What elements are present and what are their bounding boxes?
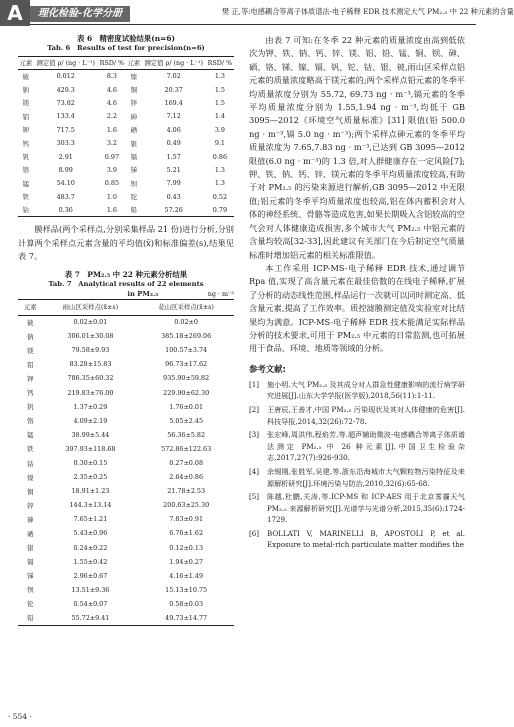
table-cell: 铁 [27, 445, 34, 454]
table-header-cell: 雨山区采样点(x̄±s) [43, 299, 139, 315]
table-cell: 483.7 [56, 192, 75, 201]
table-cell: 0.54±0.07 [73, 599, 108, 608]
table-cell: 38.99±5.44 [71, 430, 110, 439]
references-heading: 参考文献: [249, 363, 286, 374]
table-cell: 2.91 [58, 152, 73, 161]
table-cell: 0.86 [212, 152, 228, 161]
reference-text: 陈越,杜鹏,关涛,等.ICP-MS 和 ICP-AES 用于北京雾霾天气 PM₂.₅ 来源解析研究[J].光谱学与光谱分析,2015,35(6):1724-1729. [267, 492, 465, 525]
table-cell: 100.57±3.74 [165, 346, 208, 355]
table-cell: 钾 [27, 374, 34, 383]
table-cell: 锰 [27, 431, 34, 440]
table-cell: 锰 [22, 179, 30, 188]
table-cell: 0.49 [166, 139, 181, 148]
reference-item [249, 491, 465, 526]
table-cell: 5.21 [166, 165, 181, 174]
table-row [18, 470, 234, 484]
table-cell: 铬 [22, 166, 30, 175]
table-cell: 200.63±25.30 [163, 501, 210, 510]
table-row [18, 371, 234, 385]
journal-logo: A [0, 0, 30, 26]
table-cell: 铝 [27, 360, 34, 369]
table-cell: 钴 [27, 459, 34, 468]
table-cell: 1.5 [214, 85, 225, 94]
table-cell: 2.35±0.25 [73, 473, 108, 482]
table-row [18, 583, 234, 597]
reference-number: [6] [249, 528, 260, 538]
table-cell: 1.4 [214, 112, 225, 121]
table-cell: 7.65±1.21 [73, 515, 108, 524]
reference-item [249, 528, 465, 551]
table-cell: 0.02±0.01 [73, 318, 108, 327]
reference-number: [5] [249, 492, 260, 502]
table-cell: 铝 [22, 112, 30, 121]
table-cell: 0.85 [104, 179, 120, 188]
table7-caption-en-1: Tab. 7 Analytical results of 22 elements [48, 279, 204, 288]
table-cell: 3.9 [106, 165, 117, 174]
table-cell: 57.26 [164, 205, 183, 214]
table-cell: 钒 [22, 153, 30, 162]
table-cell: 169.4 [164, 98, 183, 107]
table-cell: 0.36 [58, 205, 73, 214]
reference-text: 余锡刚,张胜军,吴建,等.浙东沿海城市大气颗粒物污染特征及来源解析研究[J].环境污染与防治,2010,32(6):65-68. [267, 466, 465, 488]
table-cell: 303.3 [56, 139, 75, 148]
table-cell: 56.36±5.82 [167, 430, 206, 439]
reference-item [249, 404, 465, 427]
table7-caption-cn: 表 7 PM₂.₅ 中 22 种元素分析结果 [64, 269, 188, 279]
header-rule [30, 24, 476, 25]
table-row [18, 357, 234, 371]
table-row [18, 526, 234, 540]
table-row [18, 555, 234, 569]
table-cell: 8.99 [58, 165, 73, 174]
reference-number: [4] [249, 466, 260, 476]
table-cell: 2.64±0.86 [169, 473, 204, 482]
table-cell: 铊 [27, 600, 34, 609]
table-cell: 0.12±0.13 [169, 543, 204, 552]
table-cell: 1.3 [214, 179, 225, 188]
table-header-cell: 元素 [18, 299, 43, 315]
table-row [18, 456, 234, 470]
table-cell: 砷 [27, 515, 34, 524]
table-cell: 1.0 [106, 192, 117, 201]
page-number: · 554 · [8, 712, 32, 721]
table-header-cell: 测定值 ρ/ (ng · L⁻¹) [34, 57, 98, 70]
table-cell: 镍 [130, 72, 137, 81]
table6-caption-en: Tab. 6 Results of test for precision(n=6) [47, 44, 205, 52]
table-row [18, 414, 234, 428]
table-cell: 0.52 [212, 192, 228, 201]
table-cell: 硒 [27, 529, 34, 538]
table-cell: 0.43 [166, 192, 181, 201]
table-row [18, 442, 234, 456]
table-cell: 0.02±0 [174, 318, 198, 327]
table-cell: 1.55±0.42 [73, 557, 108, 566]
right-paragraph-1: 由表 7 可知:在冬季 22 种元素的质量浓度由高到低依次为钾、铁、钠、钙、锌、镁、铝、铅、锰、铜、钡、砷、硒、铬、锑、镍、镉、钒、铊、钴、银、铍,雨山区采样点铝元素的质量浓度略高于镁元素的;两个采样点铅元素的冬季平均质量浓度分别为 55.72, 69.73 ng · m⁻³,镉元素的冬季平均质量浓度分别为 1.55,1.94 ng · m⁻³,均低于 GB 3095—2012《环境空气质量标准》[31] 限值(铅 500.0 ng · m⁻³,镉 5.0 ng · m⁻³);两个采样点砷元素的冬季平均质量浓度为 7.65,7.83 ng · m⁻³,已达到 GB 3095—2012 限值(6.0 ng · m⁻³)的 1.3 倍,对人群健康存在一定风险[7];钾、铁、钠、钙、锌、镁元素的冬季平均质量浓度较高,有助于对 PM₂.₅ 的污染来源进行解析,GB 3095—2012 中无限值;铝元素的冬季平均质量浓度也较高,铝在体内蓄积会对人体的神经系统、骨骼等造成危害,如果长期吸入含铝较高的空气会对人体健康造成损害,多个城市大气 PM₂.₅ 中铝元素的含量均较高[32-33],因此建议有关部门在今后制定空气质量标准时增加铝元素的相关标准限值。 [249, 35, 465, 260]
reference-text: BOLLATI V, MARINELLI B, APOSTOLI P, et al. Exposure to metal-rich particulate matter modifies the [267, 528, 465, 550]
table-row [18, 163, 234, 176]
table-cell: 钙 [27, 389, 34, 398]
table-cell: 7.83±0.91 [169, 515, 204, 524]
table-cell: 55.72±9.41 [71, 613, 110, 622]
table-cell: 306.01±30.08 [67, 332, 114, 341]
table-cell: 786.35±60.32 [67, 374, 114, 383]
left-paragraph: 膜样品(两个采样点,分别采集样品 21 份)进行分析,分别计算两个采样点元素含量的平均值(x̄)和标准偏差(s),结果见表 7。 [18, 224, 234, 262]
table-cell: 铊 [130, 193, 137, 202]
table-cell: 5.43±0.96 [73, 529, 108, 538]
right-column [249, 34, 465, 553]
table-row [18, 597, 234, 611]
table-cell: 2.2 [106, 112, 117, 121]
table-header-cell: 花山区采样点(x̄±s) [138, 299, 234, 315]
table-cell: 镉 [27, 558, 34, 567]
table-cell: 4.6 [106, 85, 117, 94]
table-cell: 0.27±0.08 [169, 459, 204, 467]
table-cell: 144.3±13.14 [69, 501, 112, 510]
table-cell: 6.76±1.62 [169, 529, 204, 538]
table-cell: 0.58±0.03 [169, 599, 204, 608]
table-cell: 49.73±14.77 [165, 613, 208, 622]
table-cell: 镍 [27, 473, 34, 482]
table-cell: 229.90±62.30 [163, 388, 210, 397]
table-row [18, 110, 234, 123]
table-cell: 1.6 [106, 205, 117, 214]
table-row [18, 611, 234, 625]
table-cell: 钙 [22, 139, 30, 148]
table-row [18, 498, 234, 512]
table-cell: 2.96±0.67 [73, 571, 108, 580]
table-cell: 砷 [130, 112, 137, 121]
table-cell: 镁 [27, 346, 34, 355]
table-cell: 219.83±76.00 [67, 388, 114, 397]
table-row [18, 70, 234, 83]
table-cell: 572.86±122.63 [161, 444, 212, 453]
reference-item [249, 466, 465, 489]
table-row [18, 96, 234, 109]
table-cell: 79.58±9.93 [71, 346, 110, 355]
table-row [18, 400, 234, 414]
table-cell: 铜 [27, 487, 34, 496]
table-cell: 83.28±15.83 [69, 360, 112, 369]
table-cell: 钾 [22, 126, 30, 135]
right-paragraph-2: 本工作采用 ICP-MS-电子稀释 EDR 技术,通过调节 Rpa 值,实现了高含量元素在最佳倍数的在线电子稀释,扩展了分析的动态线性范围,样品运行一次就可以同时测定高、低含量元素,提高了工作效率。质控滤膜测定值及实验室对比结果均为满意。ICP-MS-电子稀释 EDR 技术能满足实际样品分析的技术要求,可用于 PM₂.₅ 中元素的日常监测,也可拓展用于食品、环境、地质等领域的分析。 [249, 262, 465, 354]
table-cell: 0.97 [104, 152, 120, 161]
table-cell: 96.73±17.62 [165, 360, 208, 369]
table-cell: 54.10 [56, 179, 75, 188]
table-header-cell: RSD/ % [98, 57, 126, 70]
table-cell: 15.13±10.75 [165, 585, 208, 594]
table-cell: 4.06 [166, 125, 181, 134]
table-cell: 5.05±2.45 [169, 416, 204, 425]
table-row [18, 136, 234, 149]
table-cell: 7.12 [166, 112, 181, 121]
table-cell: 锌 [130, 99, 137, 108]
table-cell: 钠 [22, 86, 30, 95]
table-cell: 铍 [22, 72, 30, 81]
table7-caption-en-2: in PM₂.₅ [127, 289, 159, 298]
reference-number: [1] [249, 379, 260, 389]
table-row [18, 123, 234, 136]
left-column [18, 34, 234, 626]
table-row [18, 190, 234, 203]
table-cell: 镉 [130, 153, 137, 162]
table-row [18, 512, 234, 526]
table-cell: 银 [27, 544, 34, 553]
table-cell: 1.3 [214, 165, 225, 174]
table-cell: 0.012 [56, 72, 75, 81]
table-cell: 0.24±0.22 [73, 543, 108, 552]
table-cell: 1.3 [214, 72, 225, 81]
table7-unit: ng · m⁻³ [207, 289, 234, 298]
table-cell: 铍 [27, 318, 34, 327]
table-cell: 锌 [27, 501, 34, 510]
table-cell: 21.78±2.53 [167, 487, 206, 496]
table-cell: 0.30±0.15 [73, 459, 108, 467]
table-cell: 3.2 [106, 139, 117, 148]
table-cell: 1.76±0.01 [169, 402, 204, 411]
table-cell: 镁 [22, 99, 30, 108]
table-cell: 7.99 [166, 179, 181, 188]
table-cell: 9.1 [214, 139, 225, 148]
table-cell: 钠 [27, 332, 34, 341]
reference-item [249, 379, 465, 402]
table-cell: 397.93±118.68 [65, 444, 116, 453]
table-row [18, 428, 234, 442]
table-cell: 18.91±1.23 [71, 487, 110, 496]
table-header-cell: 元素 [126, 57, 142, 70]
table-cell: 1.57 [166, 152, 181, 161]
table-row [18, 569, 234, 583]
table-cell: 0.79 [212, 205, 228, 214]
table-cell: 20.37 [164, 85, 183, 94]
table-cell: 8.3 [106, 72, 117, 81]
table-cell: 133.4 [56, 112, 75, 121]
reference-list [249, 379, 465, 551]
table-header-cell: RSD/ % [206, 57, 234, 70]
table-cell: 1.6 [106, 125, 117, 134]
table-row [18, 329, 234, 343]
reference-number: [3] [249, 430, 260, 440]
table-cell: 385.18±269.06 [161, 332, 212, 341]
reference-text: 张宏峰,周洪伟,程焰芳,等.超声辅助微波-电感耦合等离子体质谱法测定 PM₂.₅ 中 26 种元素[J].中国卫生检验杂志,2017,27(7):926-930. [267, 430, 465, 463]
table-row [18, 385, 234, 399]
precision-table [18, 56, 234, 217]
table-cell: 钡 [130, 179, 137, 188]
table-cell: 717.5 [56, 125, 75, 134]
table6-caption-cn: 表 6 精密度试验结果(n=6) [77, 34, 175, 43]
table-cell: 铁 [22, 193, 30, 202]
journal-name: 理化检验-化学分册 [30, 6, 130, 22]
table-cell: 钡 [27, 586, 34, 595]
table-cell: 钒 [27, 403, 34, 412]
table-cell: 73.82 [56, 98, 75, 107]
table-row [18, 315, 234, 329]
table-cell: 935.90±59.82 [163, 374, 210, 383]
table-cell: 铜 [130, 86, 137, 95]
table-cell: 1.37±0.29 [73, 402, 108, 411]
table-cell: 锑 [130, 166, 137, 175]
table-cell: 铅 [27, 614, 34, 623]
table-cell: 银 [130, 139, 137, 148]
table-cell: 铅 [130, 206, 137, 215]
table-row [18, 484, 234, 498]
reference-text: 王唐辰,王善才,中国 PM₂.₅ 污染现状及其对人体健康的危害[J].科技导报,2014,32(26):72-78. [267, 404, 465, 426]
table-cell: 1.5 [214, 98, 225, 107]
page-header [0, 0, 514, 26]
reference-text: 施小明.大气 PM₂.₅ 及其成分对人群急性健康影响的流行病学研究进展[J].山东大学学报(医学版),2018,56(11):1-11. [267, 379, 465, 401]
table-row [18, 150, 234, 163]
table-header-cell: 测定值 ρ/ (ng · L⁻¹) [142, 57, 206, 70]
table-cell: 429.3 [56, 85, 75, 94]
table-cell: 3.9 [214, 125, 225, 134]
reference-item [249, 429, 465, 464]
table-cell: 硒 [130, 126, 137, 135]
table-cell: 铬 [27, 417, 34, 426]
table-cell: 锑 [27, 572, 34, 581]
table-cell: 1.94±0.27 [169, 557, 204, 566]
running-title: 樊 正,等:电感耦合等离子体质谱法-电子稀释 EDR 技术测定大气 PM₂.₅ 中 22 种元素的含量 [222, 7, 514, 16]
table-cell: 钴 [22, 206, 30, 215]
table-row [18, 541, 234, 555]
table-row [18, 83, 234, 96]
table-cell: 4.09±2.19 [73, 416, 108, 425]
results-table [18, 299, 234, 626]
table-row [18, 177, 234, 190]
reference-number: [2] [249, 404, 260, 414]
table-cell: 4.6 [106, 98, 117, 107]
table-cell: 7.02 [166, 72, 181, 81]
table-header-cell: 元素 [18, 57, 34, 70]
table-row [18, 203, 234, 216]
table-cell: 4.16±1.49 [169, 571, 204, 580]
table-cell: 13.51±9.36 [71, 585, 110, 594]
table-row [18, 343, 234, 357]
